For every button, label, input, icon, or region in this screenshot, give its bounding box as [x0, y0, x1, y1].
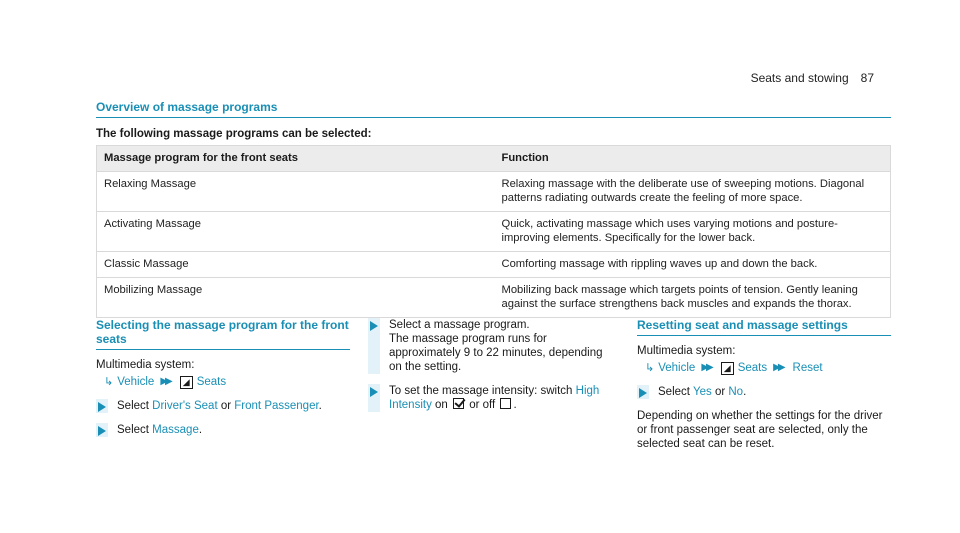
table-header-row [97, 146, 891, 172]
step-text: or [714, 386, 726, 398]
double-chevron-icon: ▶▶ [160, 376, 170, 387]
section-rule [637, 335, 891, 336]
overview-section [96, 100, 891, 140]
step-arrow-icon [98, 402, 106, 412]
overview-intro: The following massage programs can be selected: [96, 128, 372, 140]
step-detail: The massage program runs for approximately 9 to 22 minutes, depending on the setting. [389, 333, 603, 373]
program-function: Quick, activating massage which uses varying motions and posture-improving elements. Specifically for the lower back. [495, 212, 891, 252]
table-row [97, 212, 891, 252]
checkbox-unchecked-icon [500, 398, 511, 409]
step-marker [368, 384, 380, 412]
step-text: . [743, 386, 747, 398]
step-text: or [220, 400, 232, 412]
front-passenger-option[interactable]: Front Passenger [234, 400, 319, 412]
program-name: Mobilizing Massage [97, 278, 495, 318]
page-header [751, 71, 874, 85]
massage-steps-column [368, 318, 618, 412]
table-header-program: Massage program for the front seats [97, 146, 495, 172]
table-header-function: Function [495, 146, 891, 172]
menu-entry-arrow-icon: ↳ [104, 376, 114, 388]
system-label: Multimedia system: [637, 345, 736, 357]
table-row [97, 172, 891, 212]
step-confirm-reset [637, 385, 891, 399]
step-select-program [368, 318, 618, 374]
program-name: Classic Massage [97, 252, 495, 278]
step-text: To set the massage intensity: switch [389, 385, 573, 397]
menu-entry-arrow-icon: ↳ [645, 362, 655, 374]
step-arrow-icon [98, 426, 106, 436]
page-number: 87 [860, 71, 874, 85]
step-set-intensity [368, 384, 618, 412]
step-text: Select [117, 400, 149, 412]
step-marker [96, 399, 108, 413]
program-function: Mobilizing back massage which targets points of tension. Gently leaning against the surface strengthens back muscles and expands the thorax. [495, 278, 891, 318]
step-marker [368, 318, 380, 374]
vehicle-link[interactable]: Vehicle [117, 376, 155, 388]
step-arrow-icon [639, 388, 647, 398]
step-text: on [435, 399, 448, 411]
overview-title: Overview of massage programs [96, 100, 278, 114]
yes-option[interactable]: Yes [692, 386, 712, 398]
reset-note: Depending on whether the settings for the driver or front passenger seat are selected, only the selected seat can be reset. [637, 410, 883, 450]
step-text: . [198, 424, 203, 436]
step-text: Select [117, 424, 149, 436]
program-function: Relaxing massage with the deliberate use of sweeping motions. Diagonal patterns radiating outwards create the feeling of more space. [495, 172, 891, 212]
step-text: . [513, 399, 517, 411]
section-rule [96, 117, 891, 118]
seats-link[interactable]: Seats [737, 362, 768, 374]
chapter-title: Seats and stowing [750, 71, 849, 85]
checkbox-checked-icon [453, 398, 464, 409]
massage-programs-table [96, 145, 891, 318]
selecting-section [96, 318, 350, 437]
seat-icon: ◢ [721, 362, 734, 375]
step-text: Select a massage program. [389, 319, 530, 331]
double-chevron-icon: ▶▶ [773, 362, 783, 373]
table-row [97, 278, 891, 318]
seat-icon: ◢ [180, 376, 193, 389]
table-row [97, 252, 891, 278]
double-chevron-icon: ▶▶ [701, 362, 711, 373]
reset-link[interactable]: Reset [792, 362, 823, 374]
massage-option[interactable]: Massage [152, 424, 199, 436]
menu-path [104, 375, 350, 389]
seats-link[interactable]: Seats [196, 376, 227, 388]
program-function: Comforting massage with rippling waves up and down the back. [495, 252, 891, 278]
step-marker [637, 385, 649, 399]
system-label: Multimedia system: [96, 359, 195, 371]
step-text: . [318, 400, 322, 412]
section-rule [96, 349, 350, 350]
menu-path [645, 361, 891, 375]
program-name: Relaxing Massage [97, 172, 495, 212]
resetting-section [637, 318, 891, 451]
resetting-title: Resetting seat and massage settings [637, 318, 848, 332]
program-name: Activating Massage [97, 212, 495, 252]
selecting-title: Selecting the massage program for the front seats [96, 318, 349, 346]
step-text: Select [658, 386, 690, 398]
vehicle-link[interactable]: Vehicle [658, 362, 696, 374]
step-marker [96, 423, 108, 437]
step-select-seat [96, 399, 350, 413]
high-intensity-option[interactable]: High Intensity [389, 385, 600, 411]
step-select-massage [96, 423, 350, 437]
drivers-seat-option[interactable]: Driver's Seat [152, 400, 218, 412]
step-text: or off [469, 399, 496, 411]
no-option[interactable]: No [728, 386, 744, 398]
step-arrow-icon [370, 387, 378, 397]
step-arrow-icon [370, 321, 378, 331]
